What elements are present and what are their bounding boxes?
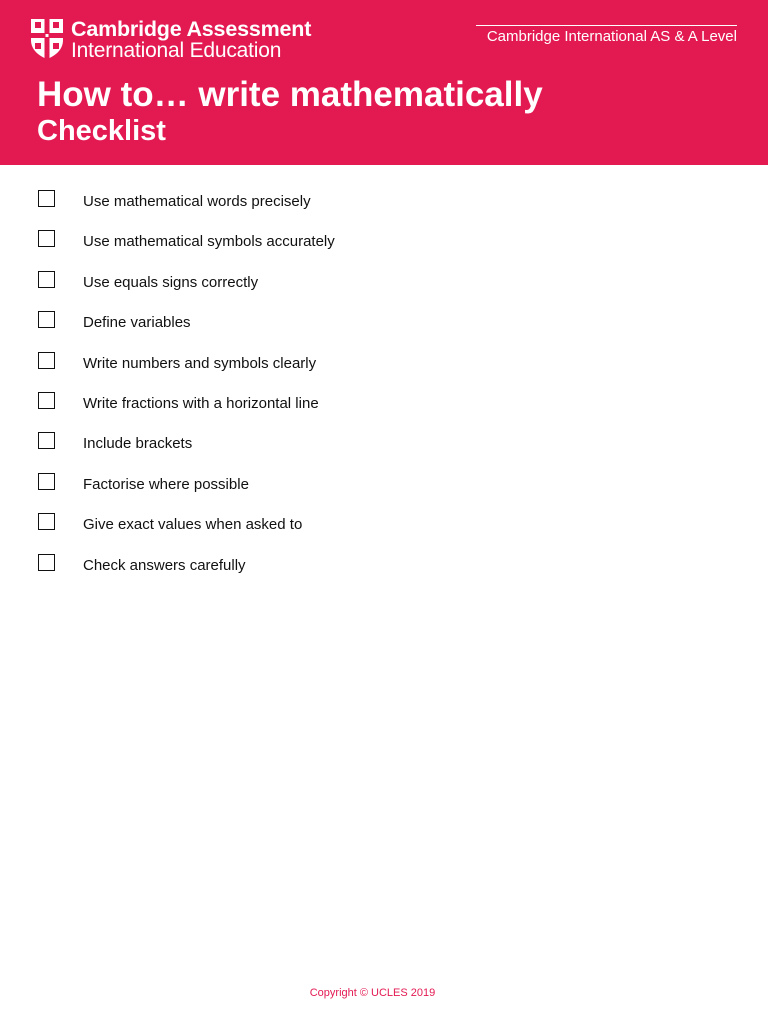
- checkbox-unchecked-icon[interactable]: [38, 190, 55, 207]
- logo-line-1: Cambridge Assessment: [71, 17, 312, 41]
- checkbox-unchecked-icon[interactable]: [38, 473, 55, 490]
- checkbox-unchecked-icon[interactable]: [38, 432, 55, 449]
- checkbox-unchecked-icon[interactable]: [38, 513, 55, 530]
- checklist-item-label: Write fractions with a horizontal line: [83, 394, 319, 412]
- checkbox-unchecked-icon[interactable]: [38, 392, 55, 409]
- copyright-footer: Copyright © UCLES 2019: [309, 987, 436, 999]
- logo-wordmark: [71, 18, 311, 62]
- checklist-item-label: Give exact values when asked to: [83, 516, 303, 534]
- checklist-item-label: Use mathematical symbols accurately: [83, 233, 335, 251]
- checklist-item-label: Use mathematical words precisely: [83, 193, 311, 210]
- checklist-item-label: Include brackets: [83, 435, 193, 453]
- cambridge-shield-icon: [30, 18, 64, 60]
- checklist-item-label: Factorise where possible: [83, 475, 249, 493]
- logo-line-2: International Education: [71, 39, 282, 62]
- checklist-item-label: Use equals signs correctly: [83, 273, 259, 291]
- checklist-item-label: Write numbers and symbols clearly: [83, 354, 317, 372]
- checkbox-unchecked-icon[interactable]: [38, 230, 55, 247]
- checkbox-unchecked-icon[interactable]: [38, 311, 55, 328]
- checkbox-unchecked-icon[interactable]: [38, 271, 55, 288]
- checkbox-unchecked-icon[interactable]: [38, 352, 55, 369]
- header-rule: [476, 25, 737, 26]
- page-subtitle: Checklist: [37, 115, 166, 147]
- checkbox-unchecked-icon[interactable]: [38, 554, 55, 571]
- page-title: How to… write mathematically: [37, 75, 543, 114]
- cambridge-logo: [30, 18, 311, 62]
- qualification-level: Cambridge International AS & A Level: [486, 28, 737, 45]
- checklist-item-label: Define variables: [83, 314, 191, 332]
- page-header: [0, 0, 768, 165]
- checklist-item-label: Check answers carefully: [83, 556, 246, 574]
